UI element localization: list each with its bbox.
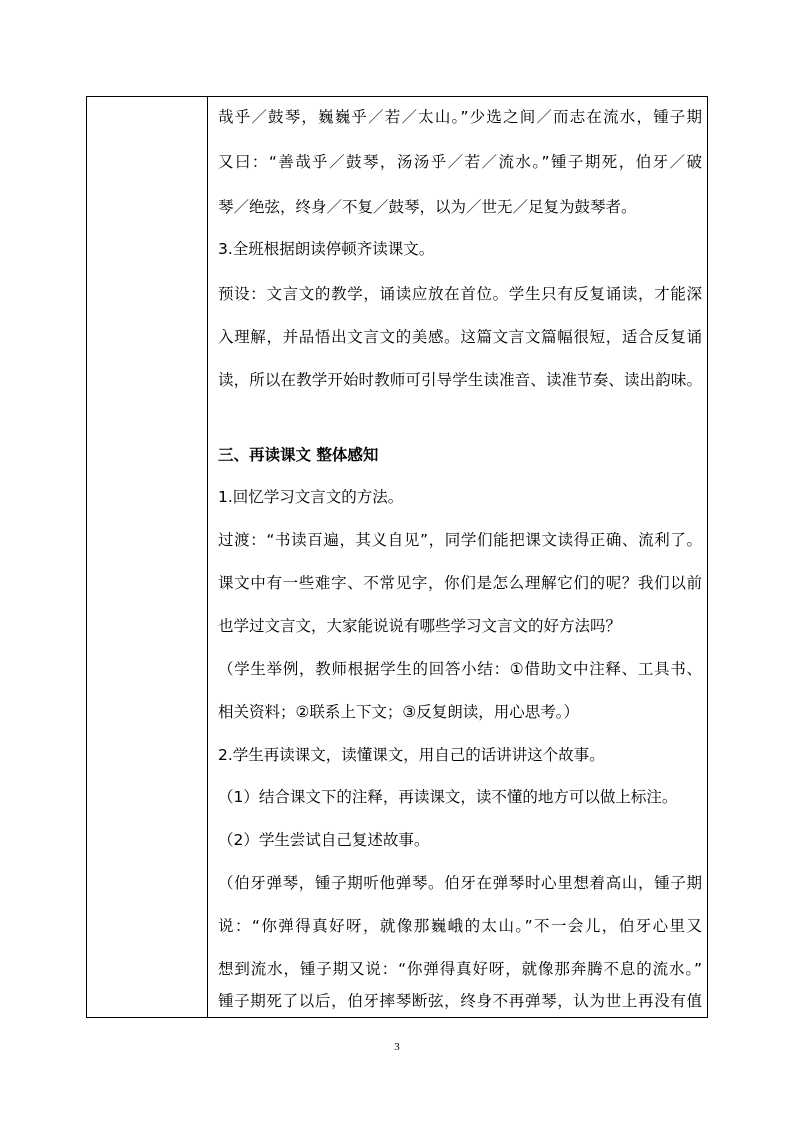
sub-step: （1）结合课文下的注释，再读课文，读不懂的地方可以做上标注。 xyxy=(218,788,678,806)
step-heading: 3.全班根据朗读停顿齐读课文。 xyxy=(218,240,435,258)
text-line: 说：“你弹得真好呀，就像那巍峨的太山。”不一会儿，伯牙心里又 xyxy=(218,917,702,935)
text-line: 哉乎／鼓琴，巍巍乎／若／太山。”少选之间／而志在流水，锺子期 xyxy=(218,108,702,126)
step-heading: 2.学生再读课文，读懂课文，用自己的话讲讲这个故事。 xyxy=(218,746,605,764)
text-line: 预设：文言文的教学，诵读应放在首位。学生只有反复诵读，才能深 xyxy=(218,285,702,303)
text-line: 锺子期死了以后，伯牙摔琴断弦，终身不再弹琴，认为世上再没有值 xyxy=(218,992,702,1010)
text-line: 过渡：“书读百遍，其义自见”，同学们能把课文读得正确、流利了。 xyxy=(218,531,702,549)
step-heading: 1.回忆学习文言文的方法。 xyxy=(218,488,404,506)
text-line: （伯牙弹琴，锺子期听他弹琴。伯牙在弹琴时心里想着高山，锺子期 xyxy=(218,874,702,892)
text-line: 课文中有一些难字、不常见字，你们是怎么理解它们的呢？我们以前 xyxy=(218,574,702,592)
text-line: 琴／绝弦，终身／不复／鼓琴，以为／世无／足复为鼓琴者。 xyxy=(218,198,637,216)
text-line: 相关资料；②联系上下文；③反复朗读，用心思考。） xyxy=(218,703,580,721)
text-line: （学生举例，教师根据学生的回答小结：①借助文中注释、工具书、 xyxy=(218,660,702,678)
section-heading: 三、再读课文 整体感知 xyxy=(218,446,379,464)
text-line: 又曰：“善哉乎／鼓琴，汤汤乎／若／流水。”锺子期死，伯牙／破 xyxy=(218,153,702,171)
text-line: 读，所以在教学开始时教师可引导学生读准音、读准节奏、读出韵味。 xyxy=(218,371,702,389)
lesson-plan-table xyxy=(86,96,708,1018)
text-line: 想到流水，锺子期又说：“你弹得真好呀，就像那奔腾不息的流水。” xyxy=(218,960,702,978)
text-line: 也学过文言文，大家能说说有哪些学习文言文的好方法吗？ xyxy=(218,617,622,635)
table-column-divider xyxy=(207,97,208,1017)
sub-step: （2）学生尝试自己复述故事。 xyxy=(218,831,430,849)
page-number: 3 xyxy=(394,1041,400,1053)
text-line: 入理解，并品悟出文言文的美感。这篇文言文篇幅很短，适合反复诵 xyxy=(218,328,702,346)
